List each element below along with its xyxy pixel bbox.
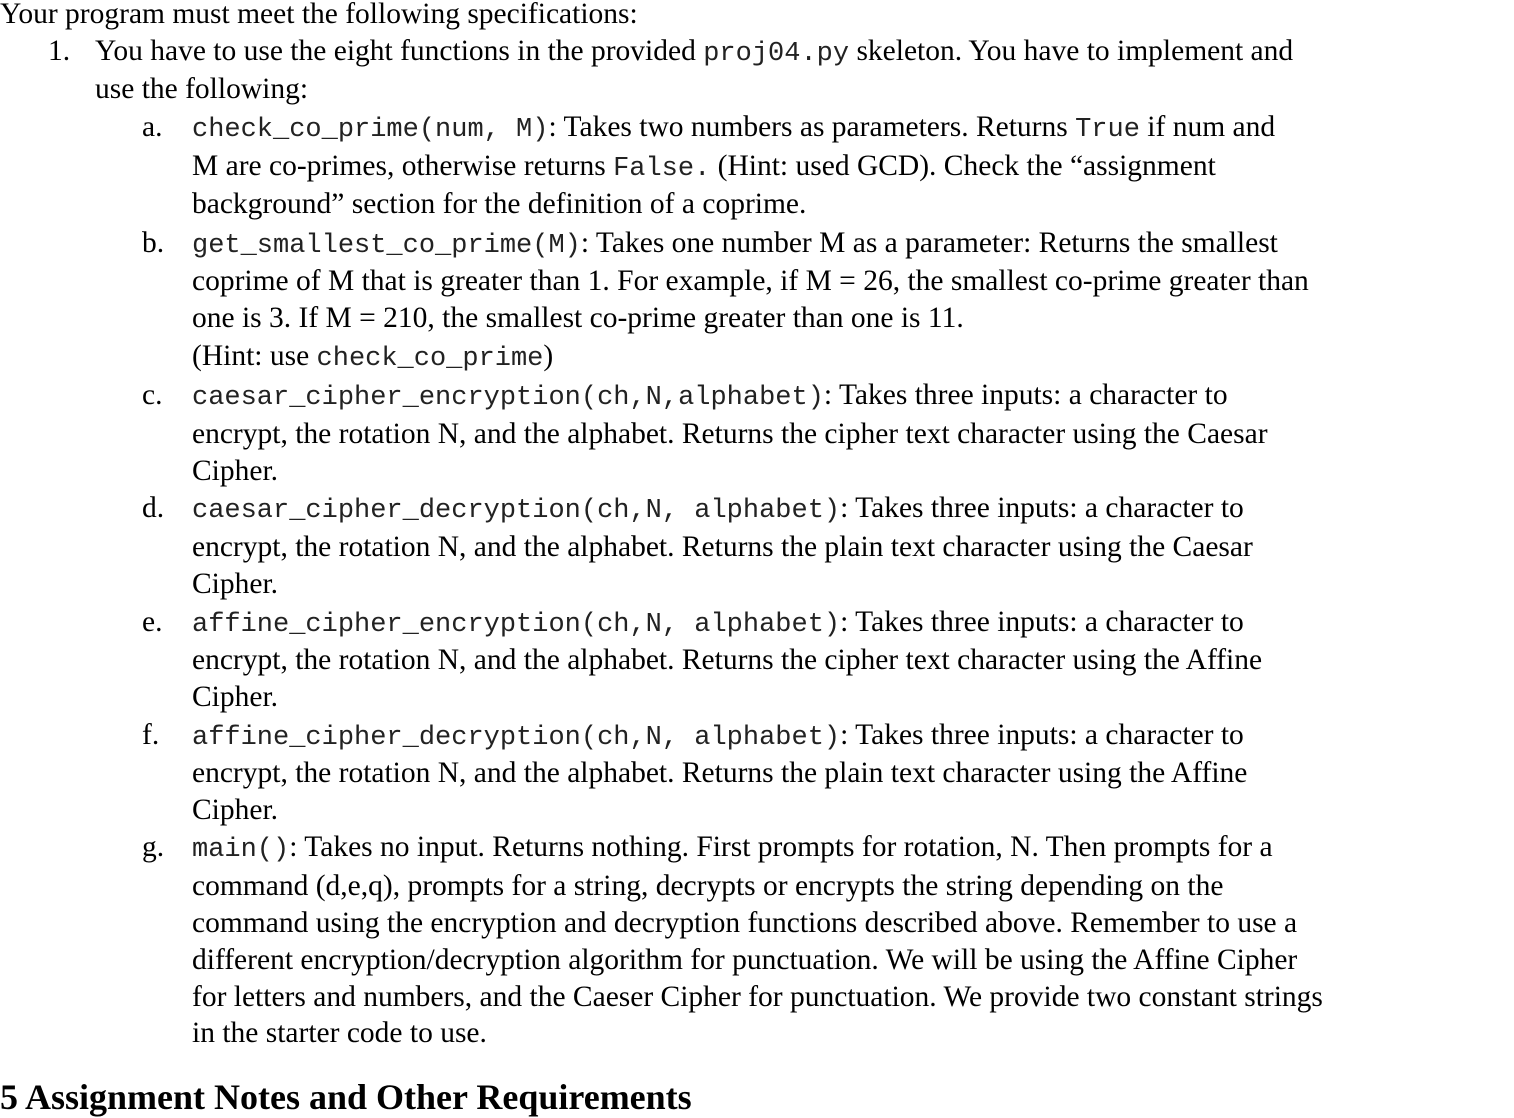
item-a-line-2: [192, 149, 1216, 186]
item-1-line-2: use the following:: [95, 73, 309, 105]
item-b-l4-post: ): [543, 340, 554, 372]
item-1-text-post: skeleton. You have to implement and: [849, 35, 1294, 67]
true-code: True: [1075, 115, 1140, 145]
item-b-line-4: [192, 339, 553, 376]
next-section-heading: 5 Assignment Notes and Other Requirements: [0, 1077, 692, 1117]
item-d-line-1: [192, 491, 1244, 528]
item-g-signature: main(): [192, 835, 290, 865]
item-g-line-1: [192, 830, 1273, 867]
item-g-line-4: different encryption/decryption algorithm for punctuation. We will be using the Affine Cipher: [192, 944, 1298, 976]
item-b-l4-pre: (Hint: use: [192, 340, 317, 372]
item-b-colon: :: [580, 227, 590, 259]
item-d-line-2: encrypt, the rotation N, and the alphabet. Returns the plain text character using the Caesar: [192, 531, 1253, 563]
item-a-desc: Takes two numbers as parameters. Returns: [556, 111, 1076, 143]
item-c-signature: caesar_cipher_encryption(ch,N,alphabet): [192, 383, 824, 413]
item-f-letter: f.: [142, 719, 160, 751]
item-b-letter: b.: [142, 227, 165, 259]
item-a-desc-end: if num and: [1139, 111, 1276, 143]
item-e-line-2: encrypt, the rotation N, and the alphabet. Returns the cipher text character using the Affine: [192, 644, 1263, 676]
item-d-line-3: Cipher.: [192, 568, 279, 600]
item-g-line-3: command using the encryption and decryption functions described above. Remember to use a: [192, 907, 1298, 939]
hint-code: check_co_prime: [316, 344, 544, 374]
item-e-letter: e.: [142, 606, 163, 638]
item-c-line-1: [192, 378, 1228, 415]
item-a-line-1: [192, 110, 1275, 147]
item-c-colon: :: [823, 379, 833, 411]
item-c-desc: Takes three inputs: a character to: [832, 379, 1228, 411]
item-a-l2-post: (Hint: used GCD). Check the “assignment: [710, 150, 1216, 182]
item-e-desc: Takes three inputs: a character to: [848, 606, 1244, 638]
item-g-line-2: command (d,e,q), prompts for a string, decrypts or encrypts the string depending on the: [192, 870, 1224, 902]
item-d-colon: :: [840, 492, 849, 524]
item-g-colon: :: [289, 831, 298, 863]
item-1-line-1: [95, 34, 1293, 71]
item-b-line-1: [192, 226, 1278, 263]
item-f-line-3: Cipher.: [192, 794, 279, 826]
item-a-colon: :: [548, 111, 557, 143]
item-a-l2-pre: M are co-primes, otherwise returns: [192, 150, 614, 182]
item-g-desc: Takes no input. Returns nothing. First prompts for rotation, N. Then prompts for a: [297, 831, 1273, 863]
intro-line: Your program must meet the following specifications:: [0, 0, 638, 30]
item-d-desc: Takes three inputs: a character to: [848, 492, 1244, 524]
item-b-signature: get_smallest_co_prime(M): [192, 231, 581, 261]
item-c-line-3: Cipher.: [192, 455, 279, 487]
item-f-desc: Takes three inputs: a character to: [848, 719, 1244, 751]
item-g-line-5: for letters and numbers, and the Caeser Cipher for punctuation. We provide two constant strings: [192, 981, 1323, 1013]
item-a-signature: check_co_prime(num, M): [192, 115, 549, 145]
item-b-line-2: coprime of M that is greater than 1. For example, if M = 26, the smallest co-prime greater than: [192, 265, 1309, 297]
item-a-line-3: background” section for the definition of a coprime.: [192, 188, 807, 220]
item-e-signature: affine_cipher_encryption(ch,N, alphabet): [192, 610, 841, 640]
item-d-letter: d.: [142, 492, 165, 524]
item-f-line-1: [192, 718, 1244, 755]
item-g-line-6: in the starter code to use.: [192, 1017, 487, 1049]
item-1-number: 1.: [48, 35, 71, 67]
item-b-line-3: one is 3. If M = 210, the smallest co-prime greater than one is 11.: [192, 302, 964, 334]
item-c-letter: c.: [142, 379, 163, 411]
item-e-colon: :: [840, 606, 849, 638]
item-f-colon: :: [840, 719, 849, 751]
item-e-line-3: Cipher.: [192, 681, 279, 713]
item-a-letter: a.: [142, 111, 163, 143]
item-f-signature: affine_cipher_decryption(ch,N, alphabet): [192, 723, 841, 753]
false-code: False.: [613, 154, 711, 184]
item-c-line-2: encrypt, the rotation N, and the alphabet. Returns the cipher text character using the Caesar: [192, 418, 1268, 450]
filename-code: proj04.py: [703, 39, 850, 69]
item-b-desc: Takes one number M as a parameter: Returns the smallest: [589, 227, 1278, 259]
item-g-letter: g.: [142, 831, 165, 863]
item-1-text-pre: You have to use the eight functions in the provided: [95, 35, 704, 67]
item-f-line-2: encrypt, the rotation N, and the alphabet. Returns the plain text character using the Affine: [192, 757, 1248, 789]
item-d-signature: caesar_cipher_decryption(ch,N, alphabet): [192, 496, 841, 526]
item-e-line-1: [192, 605, 1244, 642]
